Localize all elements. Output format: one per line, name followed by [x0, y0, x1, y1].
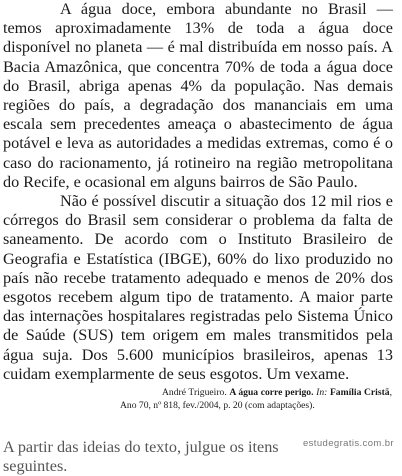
- source-details: , Ano 70, nº 818, fev./2004, p. 20 (com adaptações).: [120, 387, 392, 411]
- paragraph-1: A água doce, embora abundante no Brasil — temos aproximadamente 13% de toda a água doce disponível no planeta — é mal distribuída em nosso país. A Bacia Amazônica, que concentra 70% de toda a água doce do Brasil, abriga apenas 4% da população. Nas demais regiões do país, a degradação dos mananciais em uma escala sem precedentes ameaça o abastecimento de água potável e leva as autoridades a medidas extremas, como é o caso do racionamento, já rotineiro na região metropolitana do Recife, e ocasional em alguns bairros de São Paulo.: [3, 0, 393, 191]
- watermark: estudegratis.com.br: [302, 438, 394, 449]
- article-body: [3, 0, 393, 384]
- cut-off-text: A partir das ideias do texto, julgue os itens seguintes.: [3, 438, 279, 476]
- source-in-label: In:: [316, 387, 328, 398]
- source-title: A água corre perigo.: [229, 387, 314, 398]
- paragraph-2: Não é possível discutir a situação dos 12 mil rios e córregos do Brasil sem considerar o problema da falta de saneamento. De acordo com o Instituto Brasileiro de Geografia e Estatística (IBGE), 60% do lixo produzido no país não recebe tratamento adequado e menos de 20% dos esgotos recebem algum tipo de tratamento. A maior parte das internações hospitalares registradas pelo Sistema Único de Saúde (SUS) tem origem em males transmitidos pela água suja. Dos 5.600 municípios brasileiros, apenas 13 cuidam exemplarmente de seus esgotos. Um vexame.: [3, 192, 393, 383]
- source-citation: [120, 386, 392, 412]
- source-author: André Trigueiro.: [162, 387, 227, 398]
- source-publication: Família Cristã: [329, 387, 390, 398]
